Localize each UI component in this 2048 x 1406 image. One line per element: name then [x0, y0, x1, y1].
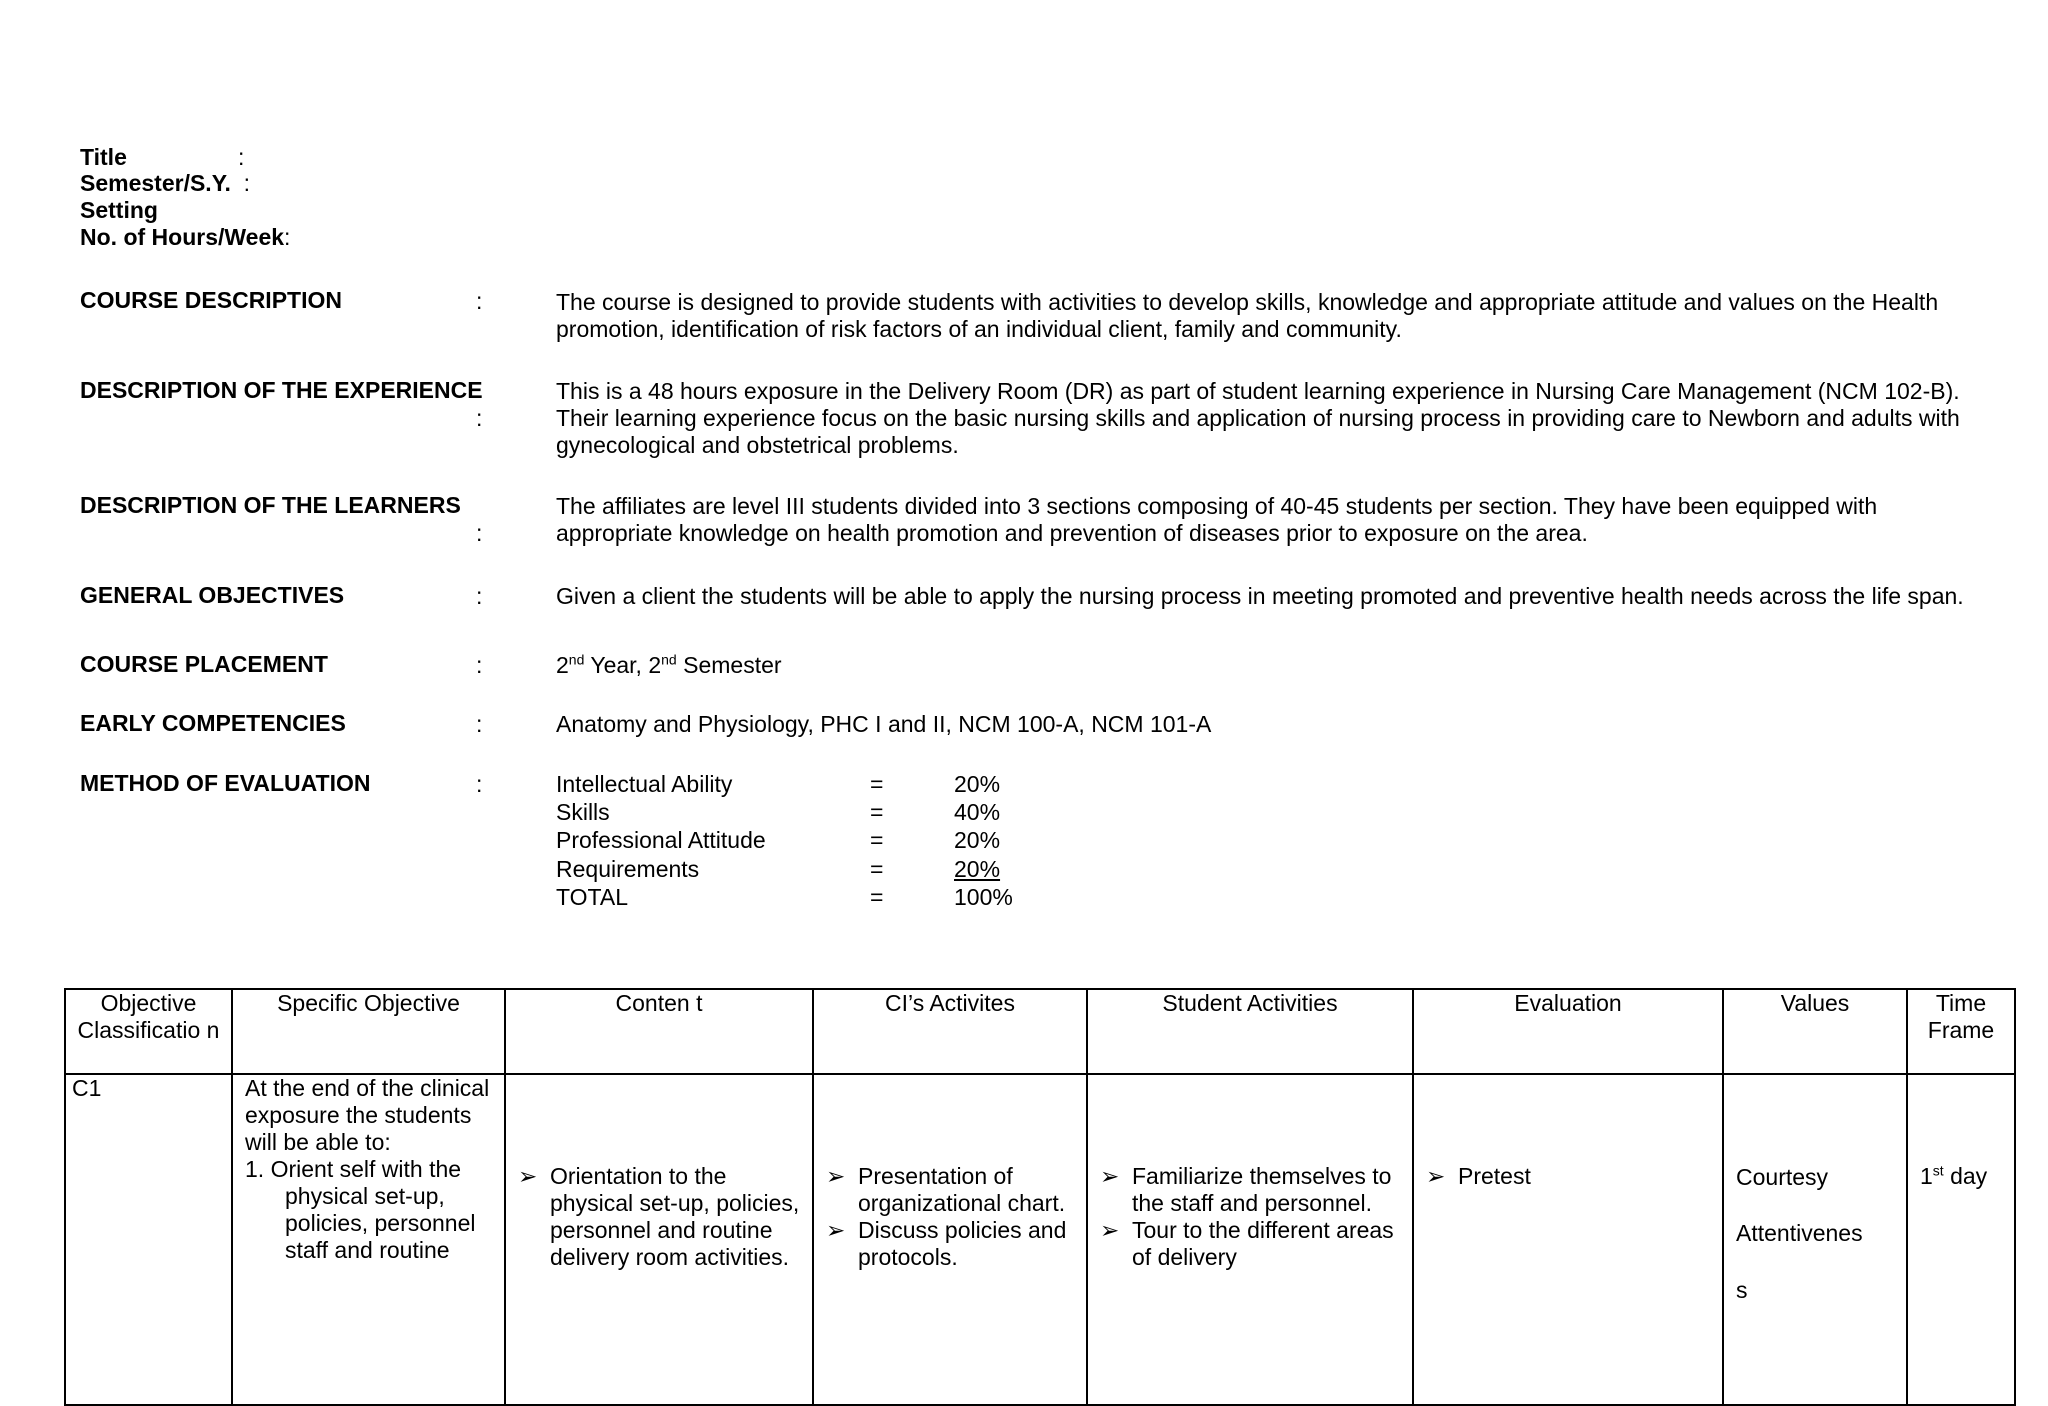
title-label-row — [80, 144, 245, 170]
title-colon: : — [238, 144, 245, 170]
hours-label: No. of Hours/Week — [80, 224, 285, 250]
early-competencies-label: EARLY COMPETENCIES — [80, 710, 346, 736]
evaluation-value: 20% — [954, 771, 1001, 797]
course-description-colon: : — [476, 288, 483, 314]
placement-year-sup: nd — [568, 651, 585, 668]
cell-values — [1723, 1074, 1907, 1405]
evaluation-equals: = — [870, 884, 884, 910]
hours-colon: : — [284, 224, 291, 250]
cell-time-frame — [1907, 1074, 2015, 1405]
header-classification: Objective Classificatio n — [65, 989, 232, 1074]
learners-label: DESCRIPTION OF THE LEARNERS — [80, 492, 461, 518]
general-objectives-label: GENERAL OBJECTIVES — [80, 582, 345, 608]
list-item: ➢ Familiarize themselves to the staff and personnel. — [1100, 1163, 1406, 1217]
evaluation-value: 20% — [954, 856, 1001, 882]
time-sup: st — [1932, 1162, 1944, 1179]
list-item: ➢ Pretest — [1426, 1163, 1716, 1190]
evaluation-equals: = — [870, 771, 884, 797]
evaluation-colon: : — [476, 771, 483, 797]
cell-ci-activities — [813, 1074, 1087, 1405]
setting-label-row — [80, 197, 158, 223]
placement-year-word: Year, — [590, 652, 642, 678]
learners-colon: : — [476, 520, 483, 546]
hours-label-row — [80, 224, 290, 250]
placement-year-num: 2 — [556, 652, 569, 678]
header-ci-activities: CI’s Activites — [813, 989, 1087, 1074]
semester-label-row — [80, 170, 250, 196]
cell-student-activities — [1087, 1074, 1413, 1405]
placement-sem-num: 2 — [648, 652, 662, 678]
content-list — [518, 1163, 806, 1271]
specific-intro: At the end of the clinical exposure the students will be able to: — [245, 1075, 490, 1155]
course-placement-text — [556, 652, 1996, 679]
course-description-text: The course is designed to provide students with activities to develop skills, knowledge and appropriate attitude and values on the Health promotion, identification of risk factors of an individual client, family and community. — [556, 289, 1939, 342]
cell-evaluation — [1413, 1074, 1723, 1405]
list-item: ➢ Tour to the different areas of delivery — [1100, 1217, 1406, 1271]
evaluation-name: Requirements — [556, 856, 700, 882]
evaluation-label: METHOD OF EVALUATION — [80, 770, 371, 796]
value-item: s — [1736, 1277, 1748, 1303]
experience-label: DESCRIPTION OF THE EXPERIENCE — [80, 377, 483, 403]
list-item: ➢ Presentation of organizational chart. — [826, 1163, 1080, 1217]
evaluation-value: 100% — [954, 884, 1013, 910]
value-item: Attentivenes — [1736, 1220, 1863, 1246]
evaluation-name: TOTAL — [556, 884, 628, 910]
evaluation-name: Intellectual Ability — [556, 771, 733, 797]
header-specific-objective: Specific Objective — [232, 989, 505, 1074]
table-row — [65, 1074, 2015, 1405]
general-objectives-text: Given a client the students will be able to apply the nursing process in meeting promoted and preventive health needs across the life span. — [556, 583, 1964, 609]
semester-label: Semester/S.Y. — [80, 170, 231, 196]
evaluation-equals: = — [870, 827, 884, 853]
ci-list — [826, 1163, 1080, 1271]
list-item: ➢ Orientation to the physical set-up, policies, personnel and routine delivery room activities. — [518, 1163, 806, 1271]
placement-sem-word: Semester — [683, 652, 782, 678]
evaluation-equals: = — [870, 856, 884, 882]
student-list — [1100, 1163, 1406, 1271]
setting-label: Setting — [80, 197, 158, 223]
cell-classification: C1 — [65, 1074, 232, 1405]
early-competencies-colon: : — [476, 711, 483, 737]
specific-item: Orient self with the physical set-up, policies, personnel staff and routine — [270, 1156, 476, 1263]
evaluation-value: 20% — [954, 827, 1001, 853]
title-label: Title — [80, 144, 127, 170]
learners-text: The affiliates are level III students divided into 3 sections composing of 40-45 students per section. They have been equipped with appropriate knowledge on health promotion and prevention of diseases prior to exposure on the area. — [556, 493, 1878, 546]
evaluation-value: 40% — [954, 799, 1001, 825]
specific-number: 1. — [245, 1156, 265, 1182]
placement-sem-sup: nd — [661, 651, 677, 668]
objectives-table — [64, 988, 2016, 1406]
course-description-label: COURSE DESCRIPTION — [80, 287, 342, 313]
time-num: 1 — [1920, 1163, 1933, 1189]
evaluation-name: Skills — [556, 799, 610, 825]
header-values: Values — [1723, 989, 1907, 1074]
semester-colon: : — [243, 170, 251, 196]
header-evaluation: Evaluation — [1413, 989, 1723, 1074]
experience-colon: : — [476, 405, 483, 431]
course-placement-label: COURSE PLACEMENT — [80, 651, 328, 677]
header-time-frame: Time Frame — [1907, 989, 2015, 1074]
header-student-activities: Student Activities — [1087, 989, 1413, 1074]
cell-content — [505, 1074, 813, 1405]
evaluation-list — [1426, 1163, 1716, 1190]
evaluation-equals: = — [870, 799, 884, 825]
general-objectives-colon: : — [476, 583, 483, 609]
early-competencies-text: Anatomy and Physiology, PHC I and II, NCM 100-A, NCM 101-A — [556, 711, 1212, 737]
cell-specific-objective — [232, 1074, 505, 1405]
list-item: ➢ Discuss policies and protocols. — [826, 1217, 1080, 1271]
time-word: day — [1950, 1163, 1988, 1189]
value-item: Courtesy — [1736, 1164, 1829, 1190]
list-item — [245, 1156, 498, 1264]
course-placement-colon: : — [476, 652, 483, 678]
evaluation-name: Professional Attitude — [556, 827, 766, 853]
specific-list — [245, 1156, 498, 1264]
table-header-row — [65, 989, 2015, 1074]
header-content: Conten t — [505, 989, 813, 1074]
experience-text: This is a 48 hours exposure in the Delivery Room (DR) as part of student learning experience in Nursing Care Management (NCM 102-B). Their learning experience focus on the basic nursing skills and application of nursing process in providing care to Newborn and adults with gynecological and obstetrical problems. — [556, 378, 1960, 458]
